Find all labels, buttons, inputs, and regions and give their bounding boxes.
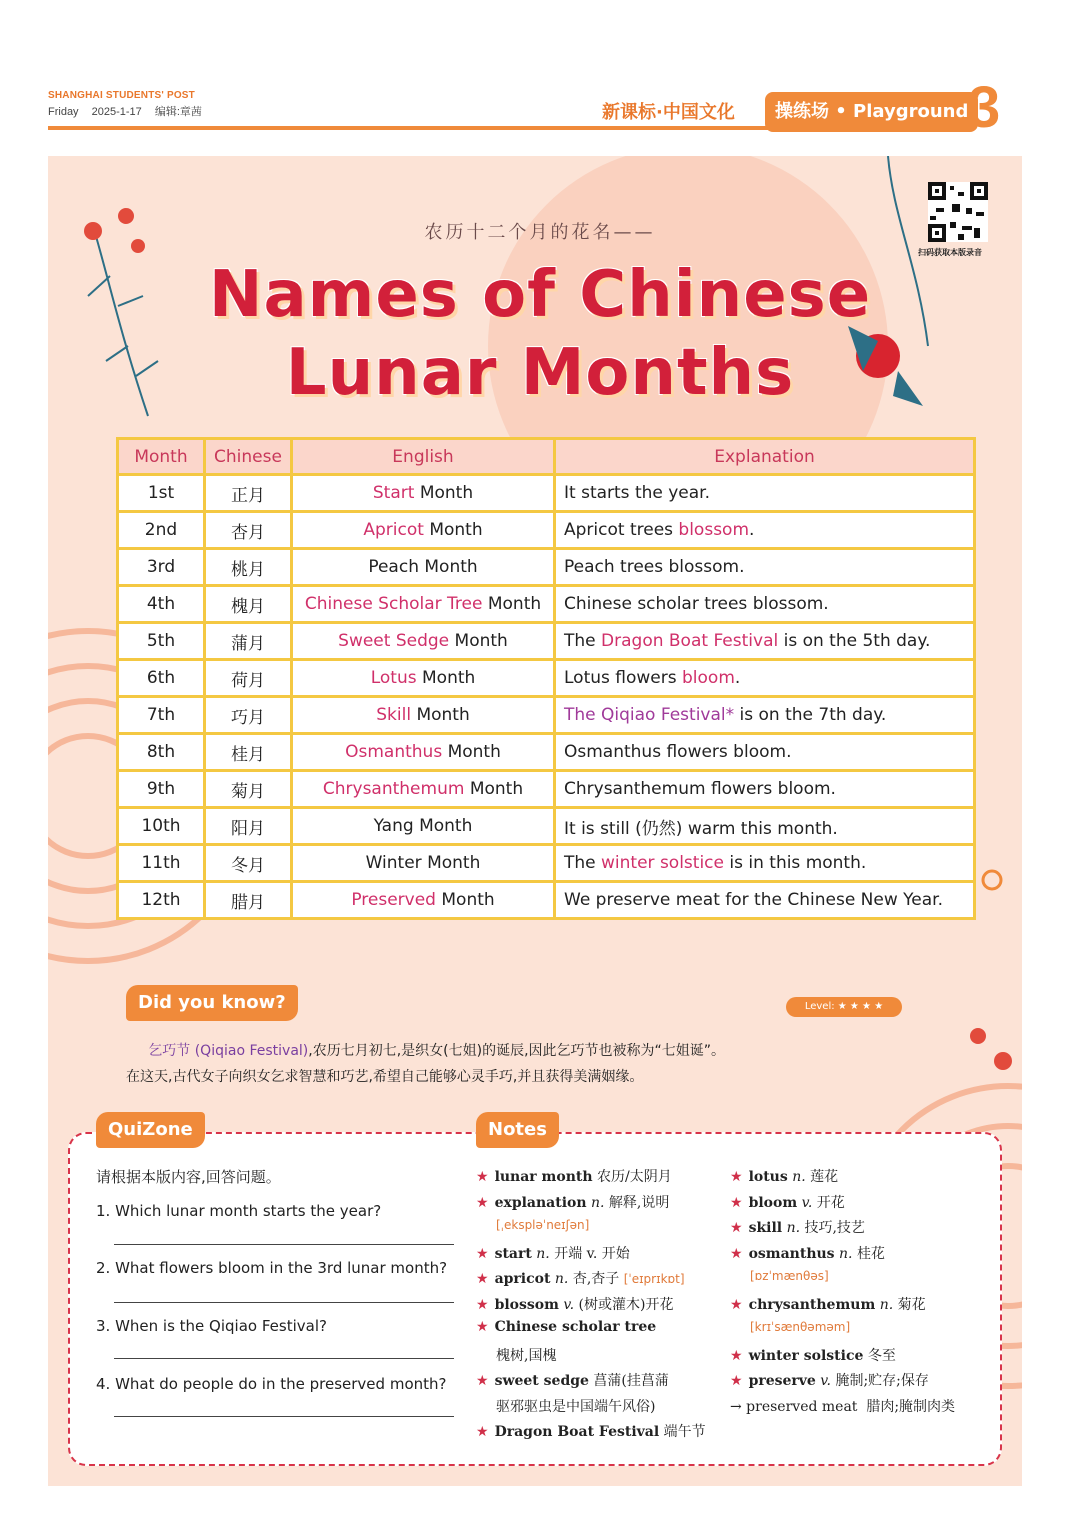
- issue-date: 2025-1-17: [91, 106, 142, 118]
- cell-month: 4th: [118, 586, 205, 623]
- table-row: [118, 549, 975, 586]
- answer-line-2[interactable]: [114, 1302, 454, 1303]
- explanation-a: Apricot trees: [564, 520, 679, 540]
- note-pos: n.: [839, 1245, 853, 1262]
- star-icon: ★: [730, 1347, 743, 1364]
- note-word: winter solstice: [748, 1347, 864, 1364]
- cell-chinese: 阳月: [205, 808, 292, 845]
- note-item: [476, 1294, 673, 1314]
- cell-english: [292, 586, 555, 623]
- note-definition: 端午节: [663, 1424, 706, 1440]
- english-highlight: Chinese Scholar Tree: [304, 594, 483, 614]
- note-item: [476, 1217, 589, 1233]
- cell-chinese: 腊月: [205, 882, 292, 919]
- cell-chinese: 荷月: [205, 660, 292, 697]
- note-definition: 腊肉;腌制肉类: [866, 1398, 956, 1415]
- page-title-line2: Lunar Months: [285, 336, 795, 410]
- page-number: 3: [968, 75, 1001, 140]
- note-item: [730, 1243, 885, 1263]
- level-badge: Level: ★ ★ ★ ★: [786, 997, 902, 1017]
- cell-chinese: 冬月: [205, 845, 292, 882]
- explanation-a: The: [564, 853, 602, 873]
- quizone-label: QuiZone: [96, 1112, 205, 1148]
- cell-month: 12th: [118, 882, 205, 919]
- explanation-a: Lotus flowers: [564, 668, 682, 688]
- note-item: [476, 1192, 669, 1212]
- note-pos: n.: [786, 1220, 801, 1236]
- qr-caption: 扫码获取本版录音: [918, 248, 982, 257]
- english-highlight: Lotus: [370, 668, 417, 688]
- table-row: [118, 808, 975, 845]
- cell-explanation: [555, 586, 975, 623]
- issue-day: Friday: [48, 106, 79, 118]
- quiz-question-2: 2. What flowers bloom in the 3rd lunar month?: [96, 1259, 448, 1277]
- dyk-term: 乞巧节 (Qiqiao Festival): [148, 1043, 309, 1059]
- star-icon: ★: [476, 1424, 489, 1440]
- english-highlight: Skill: [376, 705, 412, 725]
- quiz-question-4: 4. What do people do in the preserved month?: [96, 1375, 447, 1393]
- answer-line-4[interactable]: [114, 1416, 454, 1417]
- note-word: explanation: [494, 1194, 587, 1211]
- table-row: [118, 734, 975, 771]
- publication-name: SHANGHAI STUDENTS' POST: [48, 90, 195, 101]
- explanation-a: We preserve meat for the Chinese New Year.: [564, 890, 943, 910]
- note-word: lunar month: [494, 1169, 593, 1185]
- dyk-line1-text: ,农历七月初七,是织女(七姐)的诞辰,因此乞巧节也被称为“七姐诞”。: [308, 1043, 726, 1059]
- note-pos: n.: [879, 1296, 894, 1313]
- cell-explanation: [555, 549, 975, 586]
- note-ipa: [ˌekspləˈneɪʃən]: [496, 1218, 590, 1232]
- star-icon: ★: [730, 1245, 743, 1262]
- explanation-a: Chinese scholar trees blossom.: [564, 594, 829, 614]
- cell-chinese: 蒲月: [205, 623, 292, 660]
- note-item: [730, 1217, 865, 1237]
- cell-english: [292, 475, 555, 512]
- english-highlight: Sweet Sedge: [338, 631, 450, 651]
- header-chinese: Chinese: [205, 439, 292, 475]
- cell-month: 10th: [118, 808, 205, 845]
- note-definition: 莲花: [810, 1169, 839, 1185]
- cell-explanation: [555, 512, 975, 549]
- table-row: [118, 697, 975, 734]
- star-icon: ★: [476, 1319, 489, 1335]
- note-definition: 技巧,技艺: [804, 1220, 865, 1236]
- star-icon: ★: [730, 1169, 743, 1185]
- note-word: osmanthus: [748, 1245, 835, 1262]
- explanation-b: .: [749, 520, 755, 540]
- header-explanation: Explanation: [555, 439, 975, 475]
- cell-explanation: [555, 771, 975, 808]
- note-item: [476, 1421, 706, 1441]
- cell-english: [292, 697, 555, 734]
- note-item: [730, 1396, 955, 1416]
- cell-month: 9th: [118, 771, 205, 808]
- notes-label: Notes: [476, 1112, 559, 1148]
- cell-english: [292, 549, 555, 586]
- cell-english: [292, 882, 555, 919]
- explanation-a: The: [564, 631, 602, 651]
- cell-explanation: [555, 660, 975, 697]
- editor-name: 编辑:章茜: [154, 106, 202, 118]
- section-title: 新课标·中国文化: [602, 102, 735, 123]
- explanation-a: Osmanthus flowers bloom.: [564, 742, 792, 762]
- masthead: [48, 90, 212, 119]
- note-item: [730, 1370, 929, 1390]
- english-highlight: Osmanthus: [345, 742, 443, 762]
- lunar-months-table: [116, 437, 976, 920]
- cell-month: 1st: [118, 475, 205, 512]
- cell-month: 8th: [118, 734, 205, 771]
- cell-explanation: [555, 734, 975, 771]
- note-definition: 解释,说明: [608, 1194, 670, 1211]
- subtitle: 农历十二个月的花名——: [424, 222, 656, 243]
- quiz-question-3: 3. When is the Qiqiao Festival?: [96, 1317, 327, 1335]
- note-item: [730, 1345, 896, 1365]
- note-word: Dragon Boat Festival: [494, 1424, 660, 1440]
- english-rest: Yang Month: [373, 816, 473, 836]
- page-title-line1: Names of Chinese: [208, 258, 872, 332]
- note-item: [730, 1192, 845, 1212]
- cell-month: 2nd: [118, 512, 205, 549]
- english-rest: Month: [464, 779, 524, 799]
- explanation-a: Chrysanthemum flowers bloom.: [564, 779, 836, 799]
- english-highlight: Apricot: [363, 520, 424, 540]
- explanation-highlight: blossom: [678, 520, 750, 540]
- star-icon: ★: [476, 1373, 489, 1389]
- table-header-row: [118, 439, 975, 475]
- cell-chinese: 桂月: [205, 734, 292, 771]
- english-highlight: Start: [372, 483, 415, 503]
- english-rest: Month: [414, 483, 474, 503]
- english-rest: Month: [423, 520, 483, 540]
- table-row: [118, 623, 975, 660]
- note-continuation: 槐树,国槐: [496, 1347, 557, 1364]
- note-pos: n.: [792, 1169, 806, 1185]
- english-rest: Month: [435, 890, 495, 910]
- issue-info: [48, 103, 212, 119]
- english-rest: Month: [482, 594, 542, 614]
- note-pos: v.: [820, 1373, 831, 1389]
- note-definition: 农历/太阴月: [597, 1169, 672, 1185]
- cell-explanation: [555, 882, 975, 919]
- table-row: [118, 845, 975, 882]
- cell-month: 5th: [118, 623, 205, 660]
- cell-english: [292, 808, 555, 845]
- table-row: [118, 771, 975, 808]
- star-icon: ★: [476, 1271, 489, 1287]
- note-item: [476, 1370, 669, 1390]
- english-highlight: Preserved: [351, 890, 436, 910]
- note-ipa: [ɒzˈmænθəs]: [750, 1269, 829, 1283]
- explanation-highlight: Dragon Boat Festival: [601, 631, 779, 651]
- did-you-know-label: Did you know?: [126, 985, 298, 1021]
- cell-chinese: 杏月: [205, 512, 292, 549]
- note-definition: 开花: [816, 1194, 845, 1211]
- note-word: start: [494, 1245, 532, 1262]
- cell-month: 3rd: [118, 549, 205, 586]
- note-item: [476, 1268, 685, 1288]
- note-pos: v.: [801, 1194, 813, 1211]
- cell-explanation: [555, 808, 975, 845]
- cell-chinese: 桃月: [205, 549, 292, 586]
- note-item: [730, 1294, 926, 1314]
- answer-line-1[interactable]: [114, 1244, 454, 1245]
- cell-explanation: [555, 475, 975, 512]
- header-rule: [48, 126, 958, 130]
- note-continuation: 驱邪驱虫是中国端午风俗): [496, 1398, 656, 1415]
- note-pos: v.: [563, 1296, 575, 1313]
- table-row: [118, 586, 975, 623]
- note-pos: n.: [536, 1245, 550, 1262]
- star-icon: ★: [730, 1194, 743, 1211]
- note-word: chrysanthemum: [748, 1296, 876, 1313]
- did-you-know-text: [126, 1038, 986, 1090]
- note-item: [730, 1268, 829, 1284]
- star-icon: ★: [476, 1296, 489, 1313]
- cell-english: [292, 734, 555, 771]
- star-icon: ★: [730, 1373, 743, 1389]
- cell-english: [292, 845, 555, 882]
- note-definition: 杏,杏子: [572, 1271, 620, 1287]
- note-definition: 桂花: [856, 1245, 885, 1262]
- cell-month: 7th: [118, 697, 205, 734]
- note-item: [476, 1345, 556, 1365]
- note-word: lotus: [748, 1169, 788, 1185]
- note-item: [476, 1166, 672, 1186]
- english-rest: Month: [442, 742, 501, 762]
- explanation-a: It starts the year.: [564, 483, 711, 503]
- star-icon: ★: [730, 1220, 743, 1236]
- note-definition: 冬至: [867, 1347, 896, 1364]
- table-row: [118, 475, 975, 512]
- note-definition: 菊花: [897, 1296, 926, 1313]
- dyk-line1: [126, 1038, 986, 1064]
- english-rest: Month: [411, 705, 470, 725]
- explanation-a: It is still (仍然) warm this month.: [564, 818, 838, 839]
- cell-explanation: [555, 845, 975, 882]
- note-pos: n.: [554, 1271, 569, 1287]
- cell-chinese: 正月: [205, 475, 292, 512]
- english-rest: Month: [449, 631, 508, 651]
- english-rest: Month: [416, 668, 476, 688]
- answer-line-3[interactable]: [114, 1358, 454, 1359]
- explanation-b: is on the 5th day.: [778, 631, 931, 651]
- table-row: [118, 882, 975, 919]
- cell-chinese: 巧月: [205, 697, 292, 734]
- note-word: bloom: [748, 1194, 798, 1211]
- explanation-a: Peach trees blossom.: [564, 557, 745, 577]
- cell-english: [292, 512, 555, 549]
- english-rest: Winter Month: [365, 853, 481, 873]
- cell-month: 6th: [118, 660, 205, 697]
- cell-month: 11th: [118, 845, 205, 882]
- explanation-highlight: winter solstice: [601, 853, 724, 873]
- dyk-line2: 在这天,古代女子向织女乞求智慧和巧艺,希望自己能够心灵手巧,并且获得美满姻缘。: [126, 1069, 644, 1085]
- note-item: [476, 1396, 655, 1416]
- explanation-b: .: [734, 668, 741, 688]
- star-icon: ★: [730, 1296, 743, 1313]
- cell-english: [292, 660, 555, 697]
- note-pos: n.: [591, 1194, 605, 1211]
- star-icon: ★: [476, 1194, 489, 1211]
- english-rest: Peach Month: [368, 557, 478, 577]
- star-icon: ★: [476, 1245, 489, 1262]
- english-highlight: Chrysanthemum: [322, 779, 465, 799]
- note-item: [476, 1319, 656, 1335]
- note-word: Chinese scholar tree: [494, 1319, 657, 1335]
- note-definition: 开端 v. 开始: [554, 1245, 630, 1262]
- header-english: English: [292, 439, 555, 475]
- cell-explanation: [555, 623, 975, 660]
- table-row: [118, 660, 975, 697]
- cell-explanation: [555, 697, 975, 734]
- table-row: [118, 512, 975, 549]
- note-derived: → preserved meat: [730, 1398, 858, 1415]
- cell-english: [292, 771, 555, 808]
- cell-chinese: 槐月: [205, 586, 292, 623]
- note-ipa: [ˈeɪprɪkɒt]: [623, 1272, 685, 1286]
- note-definition: (树或灌木)开花: [578, 1296, 674, 1313]
- note-word: sweet sedge: [494, 1373, 589, 1389]
- note-word: apricot: [494, 1271, 551, 1287]
- note-word: preserve: [748, 1373, 816, 1389]
- note-word: blossom: [494, 1296, 559, 1313]
- header-month: Month: [118, 439, 205, 475]
- cell-english: [292, 623, 555, 660]
- note-ipa: [krɪˈsænθəməm]: [750, 1320, 851, 1334]
- explanation-b: is on the 7th day.: [734, 705, 887, 725]
- star-icon: ★: [476, 1169, 489, 1185]
- quiz-question-1: 1. Which lunar month starts the year?: [96, 1202, 382, 1220]
- note-definition: 菖蒲(挂菖蒲: [593, 1373, 669, 1389]
- note-word: skill: [748, 1220, 783, 1236]
- quiz-intro: 请根据本版内容,回答问题。: [96, 1168, 281, 1186]
- explanation-b: is in this month.: [723, 853, 867, 873]
- explanation-highlight: The Qiqiao Festival*: [564, 705, 735, 725]
- note-item: [730, 1166, 838, 1186]
- note-item: [730, 1319, 850, 1335]
- note-definition: 腌制;贮存;保存: [835, 1373, 929, 1389]
- section-pill: 操练场 • Playground: [765, 92, 978, 132]
- cell-chinese: 菊月: [205, 771, 292, 808]
- note-item: [476, 1243, 630, 1263]
- explanation-highlight: bloom: [682, 668, 735, 688]
